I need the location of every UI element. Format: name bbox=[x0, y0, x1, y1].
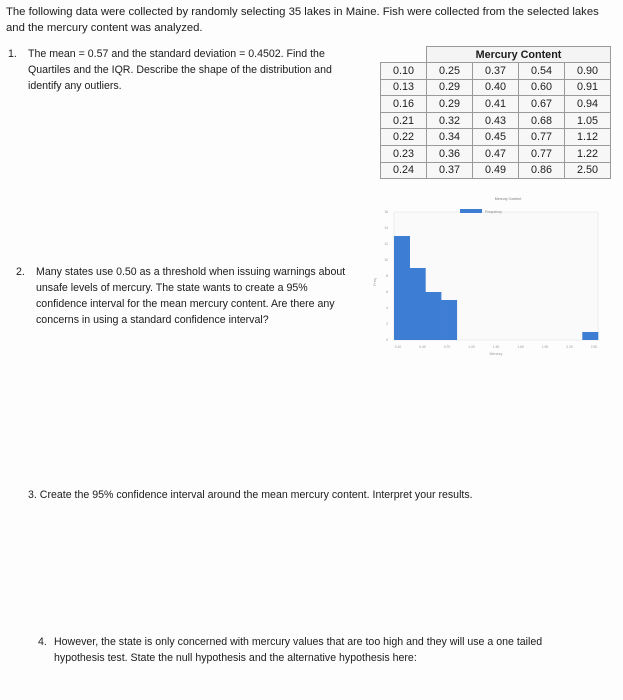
chart-title: Mercury Content bbox=[494, 197, 522, 201]
table-row bbox=[381, 96, 611, 113]
question-number: 4. bbox=[38, 636, 47, 648]
mercury-table bbox=[380, 46, 611, 179]
table-cell: 0.16 bbox=[381, 96, 427, 113]
question-text: Create the 95% confidence interval around the mean mercury content. Interpret your results. bbox=[39, 489, 473, 501]
y-tick-label: 4 bbox=[386, 306, 388, 311]
intro-text: The following data were collected by randomly selecting 35 lakes in Maine. Fish were collected from the selected lakes and the mercury content was analyzed. bbox=[6, 6, 599, 34]
table-cell: 1.05 bbox=[565, 112, 611, 129]
y-axis-label: Freq bbox=[373, 278, 377, 286]
x-tick-label: 0.40 bbox=[419, 345, 426, 349]
table-cell: 1.22 bbox=[565, 146, 611, 163]
table-cell: 0.67 bbox=[519, 96, 565, 113]
table-cell: 0.43 bbox=[473, 112, 519, 129]
table-cell: 0.77 bbox=[519, 146, 565, 163]
table-cell: 0.60 bbox=[519, 79, 565, 96]
histogram-bar bbox=[441, 300, 457, 340]
y-tick-label: 14 bbox=[384, 226, 388, 231]
question-2 bbox=[16, 264, 361, 326]
question-3 bbox=[28, 487, 588, 503]
table-cell: 0.24 bbox=[381, 162, 427, 179]
y-tick-label: 0 bbox=[386, 338, 388, 343]
table-cell: 0.36 bbox=[427, 146, 473, 163]
table-cell: 0.23 bbox=[381, 146, 427, 163]
table-cell: 0.10 bbox=[381, 63, 427, 80]
table-row bbox=[381, 79, 611, 96]
x-tick-label: 2.20 bbox=[566, 345, 573, 349]
x-tick-label: 0.70 bbox=[443, 345, 451, 349]
question-number: 3. bbox=[28, 489, 37, 501]
question-text: The mean = 0.57 and the standard deviation = 0.4502. Find the Quartiles and the IQR. Describe the shape of the distribution and identify any outliers. bbox=[28, 48, 332, 92]
table-cell: 0.25 bbox=[427, 63, 473, 80]
table-cell: 0.86 bbox=[519, 162, 565, 179]
table-cell: 0.90 bbox=[565, 63, 611, 80]
table-cell: 0.37 bbox=[473, 63, 519, 80]
question-4 bbox=[38, 634, 598, 664]
table-row bbox=[381, 146, 611, 163]
table-cell: 0.45 bbox=[473, 129, 519, 146]
histogram-bar bbox=[425, 292, 441, 340]
histogram-chart bbox=[368, 190, 623, 360]
table-row bbox=[381, 63, 611, 80]
table-cell: 0.29 bbox=[427, 96, 473, 113]
y-tick-label: 12 bbox=[384, 242, 388, 247]
y-tick-label: 8 bbox=[386, 274, 388, 279]
histogram-bar bbox=[410, 268, 426, 340]
y-tick-label: 10 bbox=[384, 258, 388, 263]
x-axis-label: Mercury bbox=[489, 352, 503, 356]
table-cell: 0.32 bbox=[427, 112, 473, 129]
x-tick-label: 1.30 bbox=[492, 345, 500, 349]
table-corner bbox=[381, 47, 427, 63]
histogram-bar bbox=[582, 332, 598, 340]
table-title: Mercury Content bbox=[427, 47, 611, 63]
x-tick-label: 1.00 bbox=[468, 345, 475, 349]
table-cell: 0.34 bbox=[427, 129, 473, 146]
table-cell: 0.29 bbox=[427, 79, 473, 96]
y-tick-label: 16 bbox=[384, 210, 388, 215]
question-1 bbox=[8, 46, 360, 92]
x-tick-label: 1.90 bbox=[541, 345, 549, 349]
table-row bbox=[381, 112, 611, 129]
table-cell: 0.40 bbox=[473, 79, 519, 96]
table-cell: 0.22 bbox=[381, 129, 427, 146]
table-cell: 0.94 bbox=[565, 96, 611, 113]
table-cell: 0.13 bbox=[381, 79, 427, 96]
table-cell: 0.21 bbox=[381, 112, 427, 129]
table-cell: 0.47 bbox=[473, 146, 519, 163]
question-text: Many states use 0.50 as a threshold when issuing warnings about unsafe levels of mercury. The state wants to create a 95% confidence interval for the mean mercury content. Are there any concerns in using a standard confidence interval? bbox=[36, 266, 346, 326]
legend-swatch bbox=[460, 209, 482, 213]
x-tick-label: 1.60 bbox=[517, 345, 524, 349]
x-tick-label: 0.10 bbox=[394, 345, 402, 349]
table-row bbox=[381, 129, 611, 146]
table-cell: 0.54 bbox=[519, 63, 565, 80]
question-number: 1. bbox=[8, 48, 17, 60]
y-tick-label: 6 bbox=[386, 290, 388, 295]
x-tick-label: 2.50 bbox=[590, 345, 598, 349]
table-cell: 0.49 bbox=[473, 162, 519, 179]
y-tick-label: 2 bbox=[386, 322, 388, 327]
table-row bbox=[381, 162, 611, 179]
table-cell: 1.12 bbox=[565, 129, 611, 146]
table-cell: 0.37 bbox=[427, 162, 473, 179]
table-cell: 0.77 bbox=[519, 129, 565, 146]
question-number: 2. bbox=[16, 266, 25, 278]
table-cell: 2.50 bbox=[565, 162, 611, 179]
table-cell: 0.41 bbox=[473, 96, 519, 113]
question-text: However, the state is only concerned with mercury values that are too high and they will use a one tailed hypothesis test. State the null hypothesis and the alternative hypothesis here: bbox=[54, 636, 543, 664]
legend-label: Frequency bbox=[485, 210, 502, 214]
table-cell: 0.68 bbox=[519, 112, 565, 129]
table-cell: 0.91 bbox=[565, 79, 611, 96]
histogram-bar bbox=[394, 236, 410, 340]
